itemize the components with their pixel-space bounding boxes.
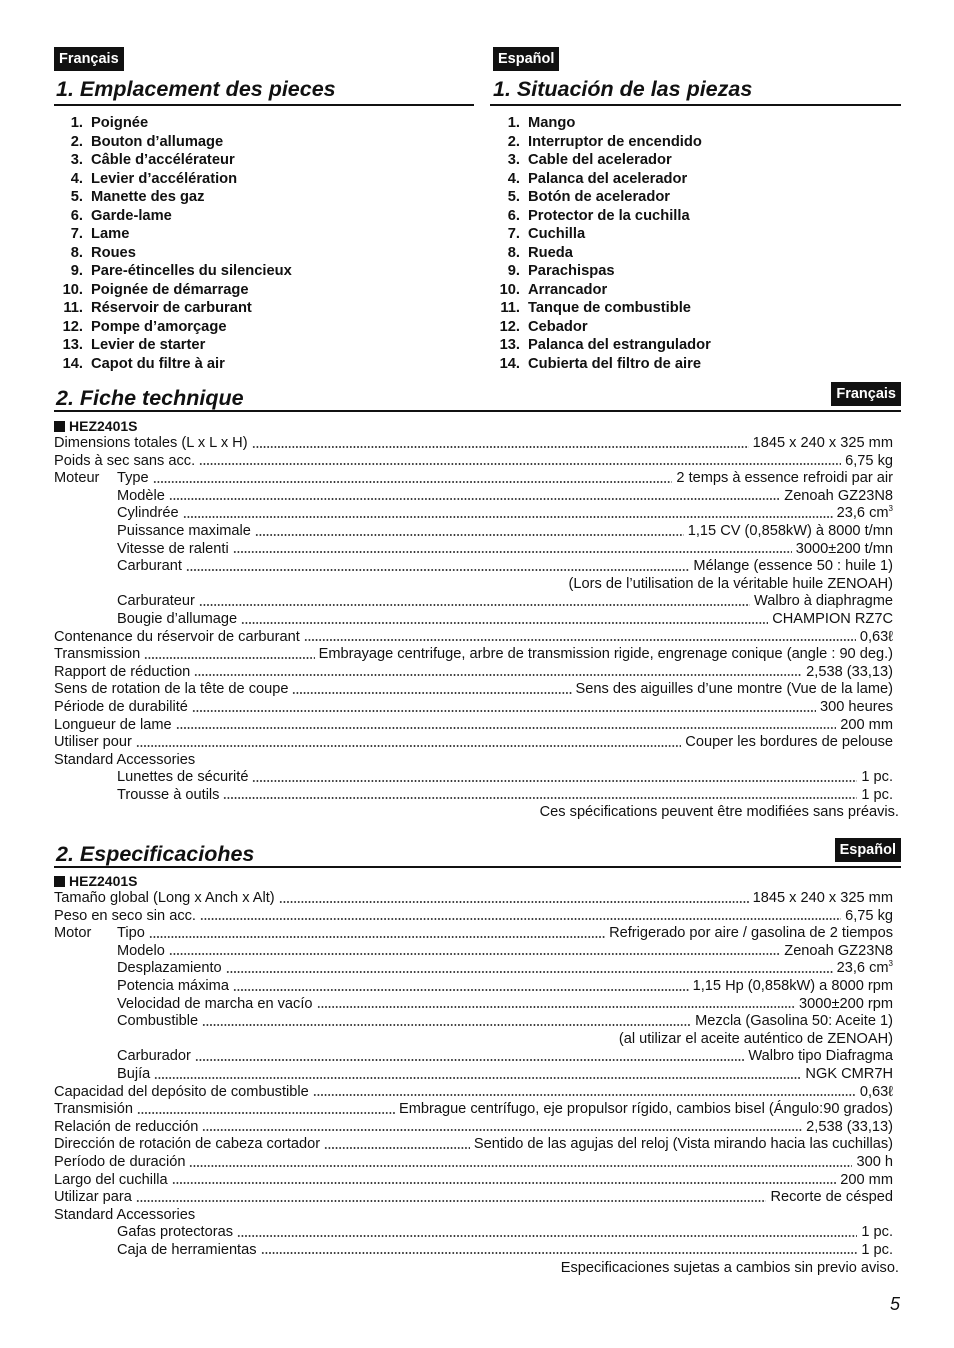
spec-table-french: [54, 418, 893, 804]
spec-language-tag-spanish: Español: [835, 838, 901, 862]
spec-row-heading: Standard Accessories: [54, 751, 196, 768]
language-tag-spanish: Español: [493, 47, 559, 71]
spec-title-french: 2. Fiche technique: [56, 386, 244, 410]
parts-rule-french: [54, 104, 474, 106]
part-item: 8. Rueda: [507, 244, 573, 261]
spec-rule-spanish: [54, 866, 901, 868]
part-item: 12. Cebador: [499, 318, 588, 335]
spec-row: Transmisión Embrague centrífugo, eje propulsor rígido, cambios bisel (Ángulo:90 grados): [54, 1101, 893, 1118]
model-label: HEZ2401S: [54, 418, 893, 435]
spec-row: Peso en seco sin acc. 6,75 kg: [54, 907, 893, 924]
part-item: 14. Capot du filtre à air: [62, 355, 225, 372]
square-bullet-icon: [54, 876, 65, 887]
spec-row: Carburant Mélange (essence 50 : huile 1): [117, 558, 893, 575]
spec-note-french: Ces spécifications peuvent être modifiées sans préavis.: [539, 804, 899, 820]
spec-row: Contenance du réservoir de carburant 0,63ℓ: [54, 628, 893, 645]
part-item: 10. Arrancador: [499, 281, 608, 298]
spec-rule-french: [54, 410, 901, 412]
spec-row: Período de duración 300 h: [54, 1153, 893, 1170]
spec-row: Sens de rotation de la tête de coupe Sens des aiguilles d’une montre (Vue de la lame): [54, 681, 893, 698]
parts-list-french: [54, 114, 292, 373]
spec-row: Rapport de réduction 2,538 (33,13): [54, 663, 893, 680]
spec-note-spanish: Especificaciones sujetas a cambios sin previo aviso.: [560, 1260, 899, 1276]
part-item: 1. Mango: [507, 115, 576, 131]
spec-row: Période de durabilité 300 heures: [54, 698, 893, 715]
spec-row: Capacidad del depósito de combustible 0,63ℓ: [54, 1083, 893, 1100]
part-item: 14. Cubierta del filtro de aire: [499, 355, 702, 372]
spec-row: Caja de herramientas 1 pc.: [117, 1241, 893, 1258]
part-item: 5. Manette des gaz: [70, 189, 205, 205]
part-item: 3. Cable del acelerador: [507, 152, 672, 168]
part-item: 1. Poignée: [70, 115, 149, 131]
part-item: 13. Levier de starter: [62, 337, 206, 353]
part-item: 2. Interruptor de encendido: [507, 133, 702, 150]
spec-row: Modèle Zenoah GZ23N8: [117, 487, 893, 504]
part-item: 12. Pompe d’amorçage: [62, 318, 227, 335]
part-item: 6. Protector de la cuchilla: [507, 207, 690, 224]
parts-list-spanish: [491, 114, 711, 373]
spec-language-tag-french: Français: [831, 382, 901, 406]
spec-row: Dimensions totales (L x L x H) 1845 x 240 x 325 mm: [54, 435, 893, 451]
spec-row: Poids à sec sans acc. 6,75 kg: [54, 452, 893, 469]
spec-row: Relación de reducción 2,538 (33,13): [54, 1118, 893, 1135]
spec-row: Moteur Type 2 temps à essence refroidi par air: [54, 470, 893, 487]
spec-row: Vitesse de ralenti 3000±200 t/mn: [117, 540, 893, 557]
spec-row-continuation: (al utilizar el aceite auténtico de ZENOAH): [618, 1030, 893, 1047]
spec-row: Gafas protectoras 1 pc.: [117, 1224, 893, 1241]
part-item: 11. Réservoir de carburant: [63, 300, 252, 316]
part-item: 3. Câble d’accélérateur: [70, 152, 235, 168]
spec-row: Largo del cuchilla 200 mm: [54, 1171, 893, 1188]
part-item: 10. Poignée de démarrage: [62, 281, 249, 298]
spec-row-continuation: (Lors de l’utilisation de la véritable huile ZENOAH): [568, 575, 893, 592]
spec-row: Utiliser pour Couper les bordures de pelouse: [54, 734, 893, 751]
spec-row: Desplazamiento 23,6 $cm^3$: [117, 959, 893, 977]
spec-title-spanish: 2. Especificaciohes: [56, 842, 255, 866]
part-item: 13. Palanca del estrangulador: [499, 337, 711, 353]
part-item: 4. Palanca del acelerador: [507, 170, 688, 187]
part-item: 8. Roues: [70, 244, 136, 261]
spec-row: Bougie d’allumage CHAMPION RZ7C: [117, 610, 893, 627]
page-number: 5: [889, 1294, 900, 1314]
spec-row: Carburateur Walbro à diaphragme: [117, 593, 893, 610]
part-item: 7. Cuchilla: [507, 226, 586, 242]
spec-row: Modelo Zenoah GZ23N8: [117, 942, 893, 959]
spec-row: Transmission Embrayage centrifuge, arbre de transmission rigide, engrenage conique (angle : 90 deg.): [54, 646, 893, 663]
spec-row: Motor Tipo Refrigerado por aire / gasolina de 2 tiempos: [54, 925, 893, 942]
part-item: 6. Garde-lame: [70, 207, 172, 224]
spec-row: Tamaño global (Long x Anch x Alt) 1845 x 240 x 325 mm: [54, 890, 893, 906]
parts-title-spanish: 1. Situación de las piezas: [493, 77, 753, 101]
parts-rule-spanish: [490, 104, 901, 106]
spec-row: Bujía NGK CMR7H: [117, 1065, 893, 1082]
spec-row: Trousse à outils 1 pc.: [117, 786, 893, 803]
model-label: HEZ2401S: [54, 873, 893, 890]
spec-table-spanish: [54, 873, 893, 1259]
spec-row: Lunettes de sécurité 1 pc.: [117, 769, 893, 786]
parts-title-french: 1. Emplacement des pieces: [56, 77, 336, 101]
spec-row: Utilizar para Recorte de césped: [54, 1189, 893, 1206]
spec-row: Cylindrée 23,6 $cm^3$: [117, 504, 893, 522]
spec-row-heading: Standard Accessories: [54, 1206, 196, 1223]
spec-row: Longueur de lame 200 mm: [54, 716, 893, 733]
part-item: 9. Pare-étincelles du silencieux: [70, 263, 292, 279]
spec-row: Carburador Walbro tipo Diafragma: [117, 1048, 893, 1065]
spec-row: Potencia máxima 1,15 Hp (0,858kW) a 8000 rpm: [117, 977, 893, 994]
part-item: 4. Levier d’accélération: [70, 170, 238, 187]
part-item: 7. Lame: [70, 226, 130, 242]
language-tag-french: Français: [54, 47, 124, 71]
spec-row: Velocidad de marcha en vacío 3000±200 rpm: [117, 995, 893, 1012]
square-bullet-icon: [54, 421, 65, 432]
spec-row: Dirección de rotación de cabeza cortador Sentido de las agujas del reloj (Vista mirando hacia las cuchillas): [54, 1136, 893, 1153]
part-item: 9. Parachispas: [507, 263, 615, 279]
part-item: 5. Botón de acelerador: [507, 189, 671, 205]
spec-row: Puissance maximale 1,15 CV (0,858kW) à 8000 t/mn: [117, 522, 893, 539]
spec-row: Combustible Mezcla (Gasolina 50: Aceite 1): [117, 1013, 893, 1030]
part-item: 11. Tanque de combustible: [500, 300, 691, 316]
part-item: 2. Bouton d’allumage: [70, 133, 224, 150]
